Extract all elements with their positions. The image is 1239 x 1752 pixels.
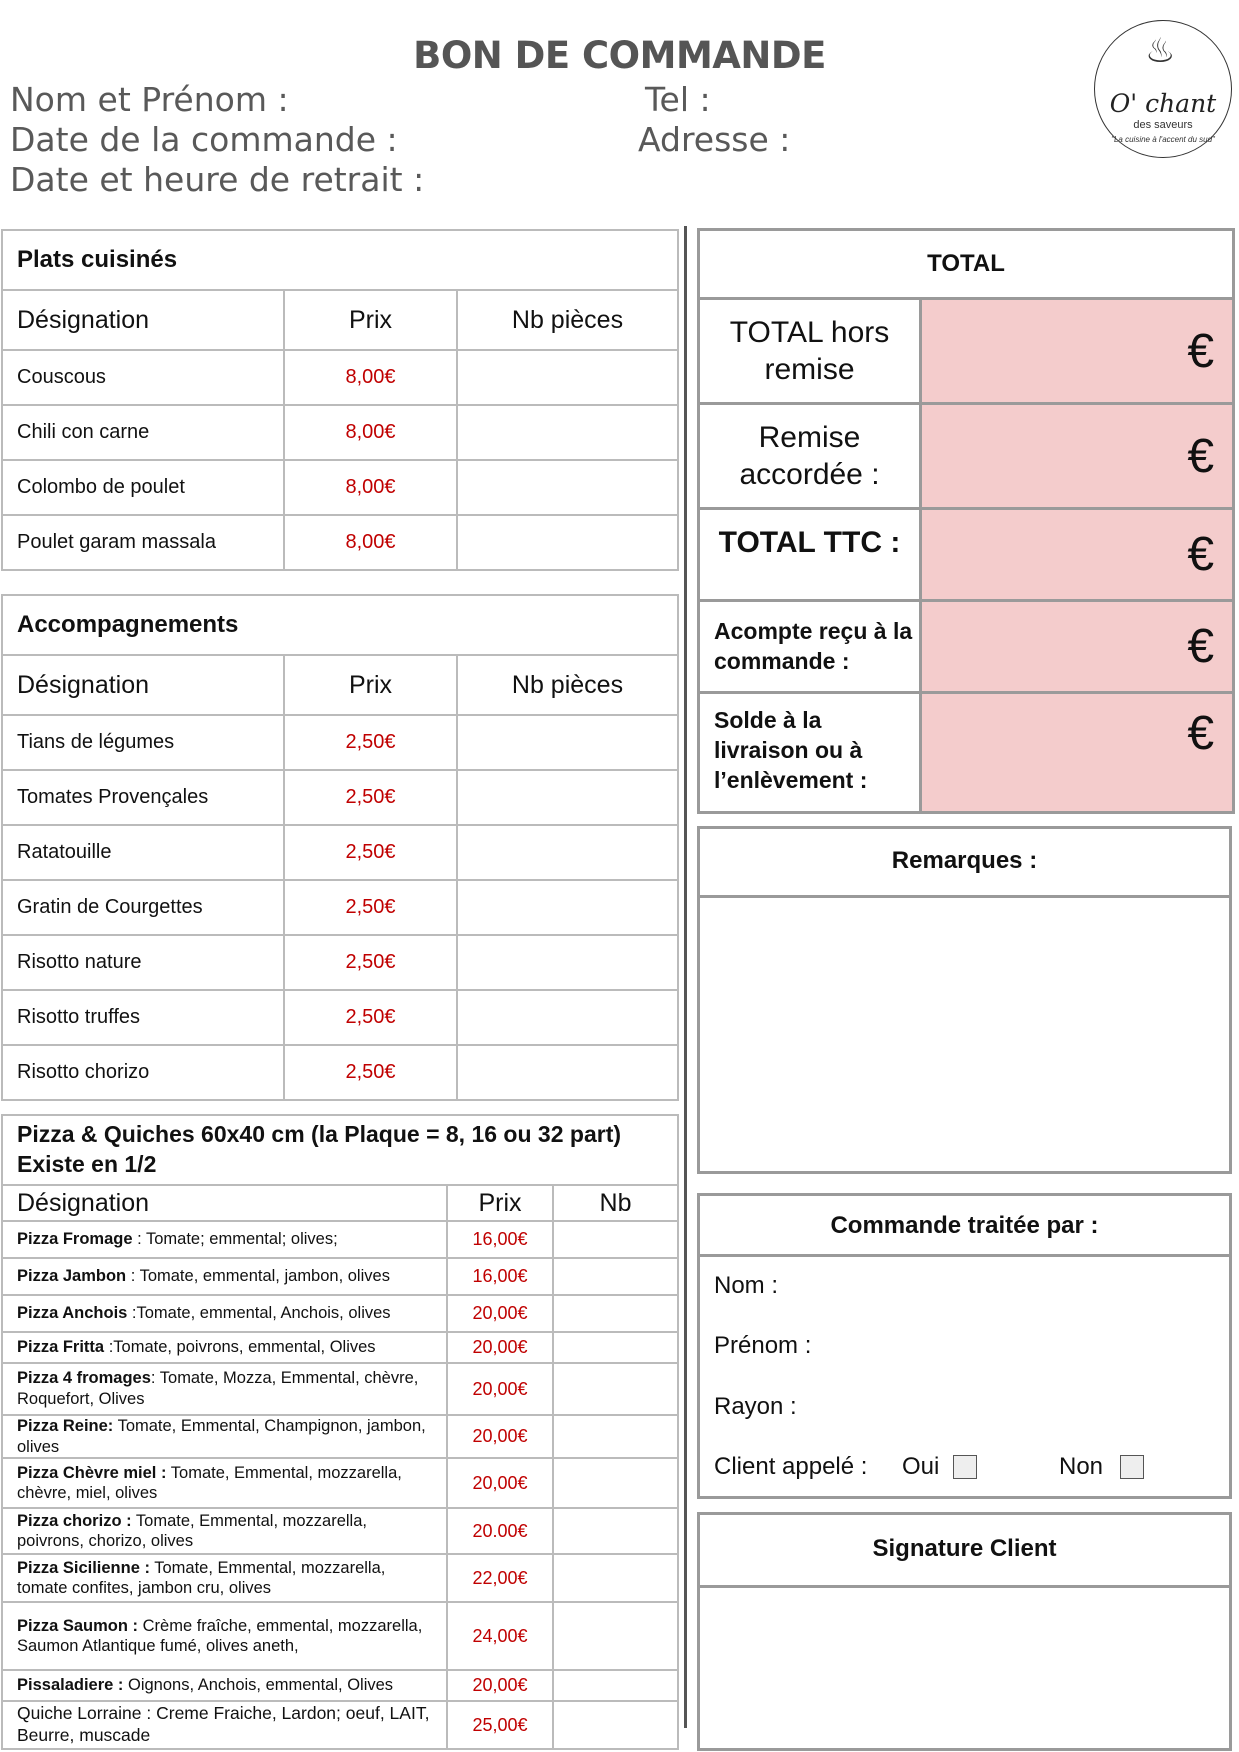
qty-cell[interactable] bbox=[457, 935, 678, 990]
col-designation: Désignation bbox=[2, 1185, 447, 1221]
divider bbox=[700, 1585, 1229, 1588]
item-name: Pizza Chèvre miel : Tomate, Emmental, mozzarella, chèvre, miel, olives bbox=[2, 1458, 447, 1508]
table-row bbox=[2, 1045, 678, 1100]
pizza-title: Pizza & Quiches 60x40 cm (la Plaque = 8, 16 ou 32 part) Existe en 1/2 bbox=[2, 1115, 678, 1185]
col-designation: Désignation bbox=[2, 655, 284, 715]
table-row bbox=[2, 460, 678, 515]
logo-tagline: "La cuisine à l'accent du sud" bbox=[1111, 135, 1215, 144]
table-row bbox=[2, 715, 678, 770]
non-checkbox[interactable] bbox=[1120, 1455, 1144, 1479]
acompte-label: Acompte reçu à la commande : bbox=[699, 601, 921, 693]
item-price: 20.00€ bbox=[447, 1508, 553, 1554]
qty-cell[interactable] bbox=[457, 460, 678, 515]
column-divider bbox=[684, 226, 687, 1728]
item-price: 24,00€ bbox=[447, 1602, 553, 1670]
col-prix: Prix bbox=[284, 655, 457, 715]
qty-cell[interactable] bbox=[553, 1602, 678, 1670]
date-commande-label: Date de la commande : bbox=[10, 120, 398, 159]
table-row bbox=[2, 1602, 678, 1670]
col-nb: Nb pièces bbox=[457, 655, 678, 715]
qty-cell[interactable] bbox=[553, 1363, 678, 1415]
remarques-title: Remarques : bbox=[891, 847, 1038, 874]
oui-checkbox[interactable] bbox=[953, 1455, 977, 1479]
item-name: Risotto truffes bbox=[2, 990, 284, 1045]
item-price: 22,00€ bbox=[447, 1554, 553, 1602]
col-nb: Nb pièces bbox=[457, 290, 678, 350]
qty-cell[interactable] bbox=[553, 1670, 678, 1701]
qty-cell[interactable] bbox=[457, 990, 678, 1045]
plats-title: Plats cuisinés bbox=[2, 230, 678, 290]
qty-cell[interactable] bbox=[553, 1415, 678, 1458]
traitee-title: Commande traitée par : bbox=[830, 1212, 1099, 1239]
total-hors-remise-value[interactable]: € bbox=[921, 299, 1234, 404]
item-name: Pizza Reine: Tomate, Emmental, Champignon, jambon, olives bbox=[2, 1415, 447, 1458]
nom-label: Nom et Prénom : bbox=[10, 80, 289, 119]
table-row bbox=[2, 1295, 678, 1332]
table-row bbox=[2, 1701, 678, 1749]
qty-cell[interactable] bbox=[553, 1221, 678, 1258]
item-price: 20,00€ bbox=[447, 1363, 553, 1415]
qty-cell[interactable] bbox=[457, 770, 678, 825]
non-label: Non bbox=[1059, 1453, 1104, 1480]
acompte-value[interactable]: € bbox=[921, 601, 1234, 693]
total-table bbox=[697, 228, 1235, 814]
page-title: BON DE COMMANDE bbox=[413, 34, 826, 77]
item-name: Poulet garam massala bbox=[2, 515, 284, 570]
accomp-title: Accompagnements bbox=[2, 595, 678, 655]
item-price: 20,00€ bbox=[447, 1670, 553, 1701]
item-name: Gratin de Courgettes bbox=[2, 880, 284, 935]
qty-cell[interactable] bbox=[553, 1332, 678, 1363]
table-row bbox=[2, 515, 678, 570]
qty-cell[interactable] bbox=[553, 1554, 678, 1602]
total-hors-remise-label: TOTAL hors remise bbox=[699, 299, 921, 404]
item-price: 2,50€ bbox=[284, 880, 457, 935]
item-price: 16,00€ bbox=[447, 1221, 553, 1258]
item-price: 20,00€ bbox=[447, 1415, 553, 1458]
signature-box[interactable] bbox=[697, 1512, 1232, 1751]
adresse-label: Adresse : bbox=[638, 120, 791, 159]
item-name: Couscous bbox=[2, 350, 284, 405]
item-price: 20,00€ bbox=[447, 1332, 553, 1363]
solde-label: Solde à la livraison ou à l’enlèvement : bbox=[699, 693, 921, 813]
table-row bbox=[2, 1554, 678, 1602]
solde-value[interactable]: € bbox=[921, 693, 1234, 813]
qty-cell[interactable] bbox=[553, 1295, 678, 1332]
table-row bbox=[2, 880, 678, 935]
table-row bbox=[2, 405, 678, 460]
divider bbox=[700, 1254, 1229, 1257]
qty-cell[interactable] bbox=[457, 1045, 678, 1100]
logo-brand: O' chant bbox=[1109, 89, 1217, 118]
qty-cell[interactable] bbox=[457, 405, 678, 460]
remise-value[interactable]: € bbox=[921, 404, 1234, 509]
item-name: Ratatouille bbox=[2, 825, 284, 880]
table-row bbox=[2, 770, 678, 825]
qty-cell[interactable] bbox=[457, 825, 678, 880]
item-price: 2,50€ bbox=[284, 715, 457, 770]
client-appele-label: Client appelé : bbox=[714, 1453, 868, 1480]
item-price: 25,00€ bbox=[447, 1701, 553, 1749]
item-price: 2,50€ bbox=[284, 990, 457, 1045]
traitee-box bbox=[697, 1193, 1232, 1499]
item-name: Pizza Anchois :Tomate, emmental, Anchois, olives bbox=[2, 1295, 447, 1332]
table-row bbox=[2, 1458, 678, 1508]
col-designation: Désignation bbox=[2, 290, 284, 350]
brand-logo bbox=[1094, 20, 1232, 158]
qty-cell[interactable] bbox=[553, 1701, 678, 1749]
item-price: 2,50€ bbox=[284, 825, 457, 880]
item-name: Tomates Provençales bbox=[2, 770, 284, 825]
item-price: 8,00€ bbox=[284, 350, 457, 405]
pizza-table bbox=[1, 1114, 679, 1750]
item-name: Pizza Fromage : Tomate; emmental; olives; bbox=[2, 1221, 447, 1258]
item-price: 8,00€ bbox=[284, 515, 457, 570]
tel-label: Tel : bbox=[645, 80, 711, 119]
table-row bbox=[2, 1221, 678, 1258]
table-row bbox=[2, 1332, 678, 1363]
plats-table bbox=[1, 229, 679, 571]
item-name: Chili con carne bbox=[2, 405, 284, 460]
table-row bbox=[2, 1258, 678, 1295]
item-name: Pizza chorizo : Tomate, Emmental, mozzarella, poivrons, chorizo, olives bbox=[2, 1508, 447, 1554]
item-name: Pizza Jambon : Tomate, emmental, jambon, olives bbox=[2, 1258, 447, 1295]
remarques-box[interactable] bbox=[697, 826, 1232, 1174]
table-row bbox=[2, 1508, 678, 1554]
retrait-label: Date et heure de retrait : bbox=[10, 160, 425, 199]
table-row bbox=[2, 1363, 678, 1415]
item-name: Pizza Sicilienne : Tomate, Emmental, mozzarella, tomate confites, jambon cru, olives bbox=[2, 1554, 447, 1602]
qty-cell[interactable] bbox=[457, 880, 678, 935]
accomp-table bbox=[1, 594, 679, 1101]
item-name: Quiche Lorraine : Creme Fraiche, Lardon; oeuf, LAIT, Beurre, muscade bbox=[2, 1701, 447, 1749]
signature-title: Signature Client bbox=[872, 1535, 1057, 1562]
traitee-nom-label: Nom : bbox=[714, 1272, 779, 1299]
item-price: 8,00€ bbox=[284, 405, 457, 460]
col-nb: Nb bbox=[553, 1185, 678, 1221]
chef-hat-icon: ♨ bbox=[1145, 32, 1176, 70]
item-price: 2,50€ bbox=[284, 1045, 457, 1100]
col-prix: Prix bbox=[447, 1185, 553, 1221]
table-row bbox=[2, 935, 678, 990]
item-name: Pizza 4 fromages: Tomate, Mozza, Emmental, chèvre, Roquefort, Olives bbox=[2, 1363, 447, 1415]
qty-cell[interactable] bbox=[553, 1508, 678, 1554]
qty-cell[interactable] bbox=[553, 1258, 678, 1295]
total-ttc-value[interactable]: € bbox=[921, 509, 1234, 601]
table-row bbox=[2, 350, 678, 405]
item-price: 2,50€ bbox=[284, 770, 457, 825]
item-price: 8,00€ bbox=[284, 460, 457, 515]
total-ttc-label: TOTAL TTC : bbox=[699, 509, 921, 601]
col-prix: Prix bbox=[284, 290, 457, 350]
item-name: Pissaladiere : Oignons, Anchois, emmental, Olives bbox=[2, 1670, 447, 1701]
table-row bbox=[2, 990, 678, 1045]
item-name: Colombo de poulet bbox=[2, 460, 284, 515]
qty-cell[interactable] bbox=[457, 350, 678, 405]
qty-cell[interactable] bbox=[457, 515, 678, 570]
item-price: 2,50€ bbox=[284, 935, 457, 990]
total-title: TOTAL bbox=[699, 230, 1234, 299]
qty-cell[interactable] bbox=[553, 1458, 678, 1508]
item-price: 20,00€ bbox=[447, 1458, 553, 1508]
qty-cell[interactable] bbox=[457, 715, 678, 770]
oui-label: Oui bbox=[902, 1453, 940, 1480]
table-row bbox=[2, 825, 678, 880]
item-price: 16,00€ bbox=[447, 1258, 553, 1295]
item-name: Pizza Saumon : Crème fraîche, emmental, mozzarella, Saumon Atlantique fumé, olives aneth, bbox=[2, 1602, 447, 1670]
item-name: Risotto chorizo bbox=[2, 1045, 284, 1100]
traitee-prenom-label: Prénom : bbox=[714, 1332, 812, 1359]
table-row bbox=[2, 1670, 678, 1701]
divider bbox=[700, 895, 1229, 898]
item-name: Risotto nature bbox=[2, 935, 284, 990]
item-name: Pizza Fritta :Tomate, poivrons, emmental, Olives bbox=[2, 1332, 447, 1363]
table-row bbox=[2, 1415, 678, 1458]
item-price: 20,00€ bbox=[447, 1295, 553, 1332]
remise-label: Remise accordée : bbox=[699, 404, 921, 509]
item-name: Tians de légumes bbox=[2, 715, 284, 770]
logo-sub: des saveurs bbox=[1133, 119, 1193, 131]
traitee-rayon-label: Rayon : bbox=[714, 1393, 797, 1420]
